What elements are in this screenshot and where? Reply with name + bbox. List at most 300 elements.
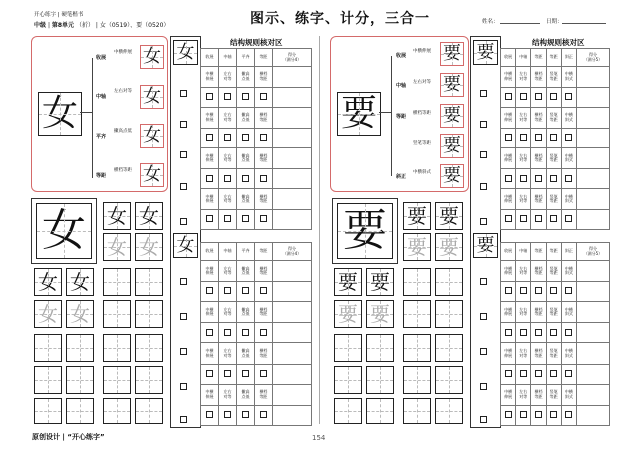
score-note: （满分5） [583,56,603,62]
practice-cell[interactable] [366,300,394,328]
checkbox[interactable] [180,175,187,194]
example-char: 要 [443,43,461,64]
score-cell[interactable] [272,282,311,302]
practice-cell[interactable] [34,366,62,394]
check-cell[interactable] [516,323,531,343]
practice-cell[interactable] [403,398,431,424]
practice-cell[interactable] [135,202,163,230]
date-field[interactable] [562,23,606,24]
check-char: 女 [176,42,195,63]
checkbox[interactable] [180,408,187,427]
practice-cell[interactable] [34,268,62,296]
check-cell[interactable] [201,405,219,425]
check-table-left-top [200,48,312,230]
check-cell[interactable] [201,282,219,302]
checkbox[interactable] [180,82,187,101]
practice-cell[interactable] [403,233,431,261]
rule-cell: 中横 伸展 [501,107,516,128]
checkbox[interactable] [480,82,487,101]
level-line: 中级 | 第8单元 （折） | 女（0519）、要（0520） [34,22,170,29]
rule-cell: 竖笔 等距 [546,261,561,282]
practice-char: 要 [370,270,390,294]
trace-char: 要 [338,302,358,326]
rule-cell: 中横 伸展 [501,148,516,169]
check-cell[interactable] [501,128,516,148]
footer-credit: 原创设计 | “开心练字” [32,433,105,441]
check-cell[interactable] [201,87,219,107]
brand-label: 开心练字 | 硬笔楷书 [34,12,84,18]
checkbox[interactable] [180,143,187,162]
check-cell[interactable] [236,128,254,148]
example-char-3 [140,124,164,148]
check-cell[interactable] [531,210,546,230]
rule-cell: 竖笔 等距 [546,67,561,88]
check-cell[interactable] [236,169,254,189]
practice-cell[interactable] [435,300,463,328]
score-cell[interactable] [272,405,311,425]
rule-cell: 横档 等距 [531,261,546,282]
check-cell[interactable] [254,405,272,425]
example-char-1 [440,42,464,66]
score-cell[interactable] [272,323,311,343]
check-char: 要 [476,235,495,256]
rule-cell: 左右 对等 [218,384,236,405]
score-cell[interactable] [576,302,609,323]
check-cell[interactable] [531,364,546,384]
check-cell[interactable] [218,364,236,384]
example-char: 女 [143,46,161,67]
checkbox[interactable] [180,270,187,289]
checkbox[interactable] [180,210,187,229]
score-cell[interactable] [272,384,311,405]
check-cell[interactable] [201,364,219,384]
check-cell[interactable] [254,87,272,107]
check-cell[interactable] [501,210,516,230]
check-cell[interactable] [236,364,254,384]
practice-cell[interactable] [366,268,394,296]
checkbox[interactable] [480,305,487,324]
rule-cell: 左右 对等 [516,384,531,405]
checkbox[interactable] [480,340,487,359]
page-title: 图示、练字、计分，三合一 [250,11,430,27]
practice-cell[interactable] [435,334,463,362]
practice-cell[interactable] [103,398,131,424]
practice-cell[interactable] [366,398,394,424]
practice-char: 要 [407,204,427,228]
check-cell[interactable] [218,210,236,230]
practice-cell[interactable] [435,398,463,424]
check-cell[interactable] [236,87,254,107]
rule-cell: 横档 等距 [254,148,272,169]
check-cell[interactable] [201,169,219,189]
level-label: 中级 [34,22,47,29]
rule-cell: 竖笔 等距 [546,107,561,128]
practice-cell[interactable] [366,366,394,394]
rule-cell: 横档 等距 [531,384,546,405]
col-head: 等距 [531,243,546,261]
check-cell[interactable] [546,128,561,148]
practice-cell[interactable] [403,366,431,394]
check-cell[interactable] [218,405,236,425]
score-cell[interactable] [272,107,311,128]
rule-cell: 横档 等距 [254,189,272,210]
practice-cell[interactable] [334,334,362,362]
check-cell[interactable] [546,210,561,230]
checkbox[interactable] [480,143,487,162]
score-cell[interactable] [272,128,311,148]
score-cell[interactable] [272,210,311,230]
col-head: 等距 [254,243,272,261]
check-cell[interactable] [546,323,561,343]
practice-cell[interactable] [135,268,163,296]
practice-cell[interactable] [103,366,131,394]
rule-cell: 横档 等距 [531,189,546,210]
trace-char: 要 [407,235,427,259]
rule-cell: 左右 对等 [516,107,531,128]
rule-cell: 左右 对等 [516,302,531,323]
practice-cell[interactable] [403,300,431,328]
score-note: （满分5） [583,250,603,256]
col-head: 斜正 [561,49,576,67]
score-cell[interactable] [576,405,609,425]
score-cell[interactable] [576,282,609,302]
col-head: 斜正 [561,243,576,261]
practice-cell[interactable] [103,233,131,261]
trace-char: 要 [439,235,459,259]
check-cell[interactable] [546,405,561,425]
trace-char: 要 [370,302,390,326]
practice-cell[interactable] [366,334,394,362]
rule-2: 左右对等 [114,89,132,94]
practice-char: 女 [70,270,90,294]
example-char-1 [140,45,164,69]
check-cell[interactable] [201,323,219,343]
col-head [272,49,311,67]
check-cell[interactable] [501,169,516,189]
check-cell[interactable] [254,282,272,302]
check-cell[interactable] [218,128,236,148]
score-cell[interactable] [576,148,609,169]
example-char: 要 [443,74,461,95]
bracket-line [92,58,93,178]
score-cell[interactable] [272,343,311,364]
check-cell[interactable] [516,169,531,189]
col-head: 等距 [531,49,546,67]
score-cell[interactable] [576,189,609,210]
check-cell[interactable] [546,87,561,107]
check-cell[interactable] [561,87,576,107]
check-cell[interactable] [501,364,516,384]
check-cell[interactable] [236,405,254,425]
check-cell[interactable] [516,282,531,302]
name-label: 姓名： [482,19,499,25]
example-char: 女 [143,86,161,107]
checkbox[interactable] [480,270,487,289]
check-cell[interactable] [561,282,576,302]
rule-cell: 中横 伸展 [201,148,219,169]
check-cell[interactable] [561,210,576,230]
check-cell[interactable] [546,364,561,384]
rule-cell: 左右 对等 [516,148,531,169]
practice-char: 要 [338,270,358,294]
check-cell[interactable] [254,323,272,343]
check-cell[interactable] [531,282,546,302]
score-cell[interactable] [576,384,609,405]
rule-4: 横档等距 [114,168,132,173]
rule-cell: 中横 伸展 [501,261,516,282]
check-cell[interactable] [218,282,236,302]
rule-cell: 左右 对等 [516,67,531,88]
rule-cell: 中横 伸展 [201,261,219,282]
check-cell[interactable] [531,323,546,343]
practice-cell[interactable] [135,366,163,394]
check-cell[interactable] [561,128,576,148]
check-cell[interactable] [561,364,576,384]
check-cell[interactable] [254,169,272,189]
col-head: 收展 [501,243,516,261]
col-head: 等距 [546,243,561,261]
check-table-right-bottom [500,242,610,426]
practice-cell[interactable] [135,300,163,328]
rule-cell: 竖笔 等距 [546,384,561,405]
rule-cell: 横档 等距 [254,107,272,128]
rule-cell: 撇高 点低 [236,67,254,88]
practice-cell[interactable] [334,300,362,328]
rule-cell: 中横 伸展 [201,302,219,323]
score-cell[interactable] [576,261,609,282]
rule-cell: 撇高 点低 [236,261,254,282]
practice-char: 女 [107,204,127,228]
practice-cell[interactable] [34,334,62,362]
rule-cell: 左右 对等 [218,189,236,210]
score-cell[interactable] [576,210,609,230]
check-table-left-bottom [200,242,312,426]
practice-cell[interactable] [66,334,94,362]
practice-cell[interactable] [334,268,362,296]
rule-cell: 竖笔 等距 [546,189,561,210]
practice-cell[interactable] [34,398,62,424]
practice-cell[interactable] [66,300,94,328]
checkbox[interactable] [480,175,487,194]
check-cell[interactable] [218,323,236,343]
example-char-4 [140,163,164,187]
name-field[interactable] [500,23,540,24]
score-cell[interactable] [576,128,609,148]
practice-cell[interactable] [334,398,362,424]
check-cell[interactable] [516,87,531,107]
practice-cell[interactable] [103,202,131,230]
check-table-right-top [500,48,610,230]
check-cell[interactable] [561,323,576,343]
rule-cell: 中横 斜式 [561,67,576,88]
practice-cell[interactable] [135,398,163,424]
practice-cell[interactable] [66,398,94,424]
col-head: 收展 [201,243,219,261]
check-cell[interactable] [546,169,561,189]
score-cell[interactable] [576,67,609,88]
check-cell[interactable] [236,210,254,230]
rule-1: 中横伸展 [413,49,431,54]
checkbox[interactable] [480,375,487,394]
rule-cell: 横档 等距 [254,261,272,282]
score-cell[interactable] [272,67,311,88]
label-xiezheng: 斜正 [396,174,407,180]
example-char-3 [440,104,464,128]
score-cell[interactable] [272,148,311,169]
score-note: （满分4） [282,250,302,256]
practice-cell[interactable] [403,202,431,230]
rule-cell: 左右 对等 [218,302,236,323]
check-cell[interactable] [531,87,546,107]
score-cell[interactable] [576,87,609,107]
score-cell[interactable] [272,364,311,384]
check-cell[interactable] [254,210,272,230]
chars-note: 女（0519）、要（0520） [99,22,170,29]
example-char: 要 [443,165,461,186]
checkbox[interactable] [480,210,487,229]
check-cell[interactable] [236,323,254,343]
bracket-line [80,112,92,113]
practice-cell[interactable] [435,233,463,261]
rule-cell: 竖笔 等距 [546,302,561,323]
practice-cell[interactable] [403,268,431,296]
practice-cell[interactable] [435,202,463,230]
practice-cell[interactable] [435,366,463,394]
score-cell[interactable] [272,261,311,282]
score-cell[interactable] [576,364,609,384]
main-char: 要 [340,93,377,134]
main-char-box [38,92,82,136]
page-divider [319,36,320,424]
label-dengju: 等距 [396,114,407,120]
example-char: 要 [443,105,461,126]
score-cell[interactable] [576,169,609,189]
checkbox[interactable] [480,408,487,427]
check-char-mid [173,233,198,258]
check-cell[interactable] [561,169,576,189]
score-cell[interactable] [272,169,311,189]
label-zhongzhou: 中轴 [96,94,107,100]
checkbox[interactable] [180,340,187,359]
practice-cell[interactable] [103,334,131,362]
label-pingqi: 平齐 [96,134,107,140]
checkbox[interactable] [180,113,187,132]
example-char-2 [140,85,164,109]
rule-cell: 竖笔 等距 [546,343,561,364]
rule-cell: 横档 等距 [531,107,546,128]
rule-cell: 中横 斜式 [561,384,576,405]
rule-4: 竖笔等距 [413,141,431,146]
col-head: 平齐 [236,243,254,261]
check-cell[interactable] [516,128,531,148]
rule-3: 撇高点低 [114,129,132,134]
col-head: 收展 [201,49,219,67]
check-cell[interactable] [531,128,546,148]
checkbox[interactable] [480,113,487,132]
practice-cell[interactable] [435,268,463,296]
score-cell[interactable] [272,87,311,107]
check-cell[interactable] [254,128,272,148]
rule-cell: 中横 伸展 [201,343,219,364]
score-cell[interactable] [576,107,609,128]
rule-cell: 中横 伸展 [501,384,516,405]
practice-cell[interactable] [403,334,431,362]
rule-1: 中横伸展 [114,50,132,55]
rule-cell: 中横 斜式 [561,261,576,282]
rule-cell: 左右 对等 [516,189,531,210]
score-head: 得分 [287,246,296,251]
rule-cell: 左右 对等 [218,343,236,364]
check-char-top [473,40,498,65]
score-head: 得分 [287,52,296,57]
label-zhongzhou: 中轴 [396,83,407,89]
rule-cell: 中横 伸展 [201,107,219,128]
rule-cell: 左右 对等 [218,148,236,169]
rule-cell: 撇高 点低 [236,302,254,323]
rule-cell: 横档 等距 [254,302,272,323]
check-cell[interactable] [546,282,561,302]
trace-char: 女 [70,302,90,326]
practice-cell[interactable] [34,300,62,328]
page-number: 154 [312,434,326,442]
practice-cell[interactable] [135,334,163,362]
practice-cell[interactable] [103,268,131,296]
rule-cell: 左右 对等 [218,107,236,128]
check-char-top [173,40,198,65]
check-cell[interactable] [218,169,236,189]
score-head: 得分 [588,246,597,251]
check-cell[interactable] [201,210,219,230]
check-cell[interactable] [516,210,531,230]
score-cell[interactable] [272,302,311,323]
check-cell[interactable] [561,405,576,425]
rule-cell: 中横 伸展 [501,67,516,88]
check-cell[interactable] [531,405,546,425]
date-label: 日期： [546,19,563,25]
score-cell[interactable] [576,323,609,343]
check-cell[interactable] [201,128,219,148]
check-cell[interactable] [516,405,531,425]
example-char-5 [440,164,464,188]
score-cell[interactable] [272,189,311,210]
checkbox[interactable] [180,305,187,324]
check-cell[interactable] [501,323,516,343]
example-char: 女 [143,164,161,185]
col-head: 收展 [501,49,516,67]
label-shouzhan: 收展 [396,53,407,59]
check-cell[interactable] [218,87,236,107]
practice-cell[interactable] [334,366,362,394]
practice-cell[interactable] [66,268,94,296]
rule-cell: 横档 等距 [531,343,546,364]
col-head: 等距 [546,49,561,67]
check-cell[interactable] [531,169,546,189]
check-cell[interactable] [516,364,531,384]
check-cell[interactable] [501,282,516,302]
rule-cell: 中横 伸展 [201,67,219,88]
checkbox[interactable] [180,375,187,394]
check-cell[interactable] [254,364,272,384]
check-cell[interactable] [501,405,516,425]
score-cell[interactable] [576,343,609,364]
practice-cell[interactable] [135,233,163,261]
score-head: 得分 [588,52,597,57]
rule-2: 左右对等 [413,80,431,85]
practice-cell[interactable] [103,300,131,328]
check-cell[interactable] [236,282,254,302]
practice-cell[interactable] [66,366,94,394]
check-cell[interactable] [501,87,516,107]
